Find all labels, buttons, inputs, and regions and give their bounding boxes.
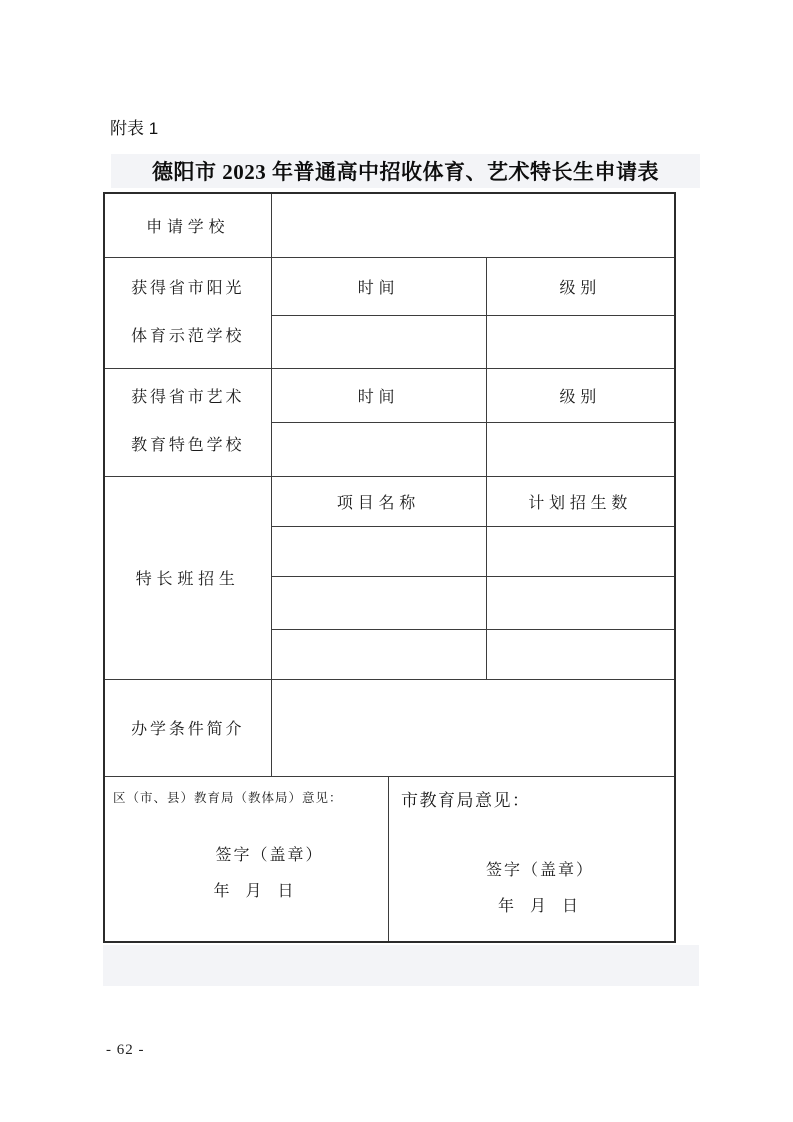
sunshine-label-line1: 获得省市阳光 [131, 279, 245, 297]
city-opinion-label: 市教育局意见： [401, 790, 531, 810]
district-sign-label: 签字（盖章） [215, 846, 324, 864]
highlight-band [103, 945, 699, 986]
sunshine-school-label [104, 257, 271, 368]
opinions-row [104, 776, 675, 942]
opinions-container [105, 777, 674, 941]
art-time-value-cell [271, 422, 486, 476]
application-form-table [103, 192, 676, 943]
sunshine-level-value-cell [486, 315, 675, 368]
sunshine-label-line2: 体育示范学校 [131, 327, 245, 345]
district-opinion-label: 区（市、县）教育局（教体局）意见： [113, 790, 343, 805]
art-level-value-cell [486, 422, 675, 476]
page-number: - 62 - [106, 1042, 145, 1058]
art-school-label [104, 368, 271, 476]
talent-count-cell [486, 576, 675, 629]
art-header-row [104, 368, 675, 422]
talent-header-row [104, 476, 675, 526]
city-sign-label: 签字（盖章） [485, 861, 594, 879]
conditions-value-cell [271, 679, 675, 776]
district-opinion-cell [105, 777, 389, 941]
art-label-line1: 获得省市艺术 [131, 389, 245, 406]
annex-label: 附表 1 [110, 119, 159, 138]
sunshine-time-value-cell [271, 315, 486, 368]
sunshine-level-header: 级别 [486, 257, 675, 315]
talent-project-cell [271, 526, 486, 576]
art-level-header: 级别 [486, 368, 675, 422]
art-time-header: 时间 [271, 368, 486, 422]
talent-project-header: 项目名称 [271, 476, 486, 526]
conditions-label: 办学条件简介 [104, 679, 271, 776]
talent-project-cell [271, 576, 486, 629]
city-opinion-cell [389, 777, 674, 941]
art-label-line2: 教育特色学校 [131, 437, 245, 454]
city-date-label: 年 月 日 [497, 897, 578, 915]
sunshine-time-header: 时间 [271, 257, 486, 315]
conditions-row [104, 679, 675, 776]
talent-count-header: 计划招生数 [486, 476, 675, 526]
form-title: 德阳市 2023 年普通高中招收体育、艺术特长生申请表 [152, 160, 659, 184]
applying-school-label: 申请学校 [104, 193, 271, 257]
district-date-label: 年 月 日 [213, 882, 294, 900]
talent-project-cell [271, 629, 486, 679]
talent-class-label: 特长班招生 [104, 476, 271, 679]
applying-school-row [104, 193, 675, 257]
title-band [111, 154, 700, 188]
talent-count-cell [486, 526, 675, 576]
applying-school-value-cell [271, 193, 675, 257]
talent-count-cell [486, 629, 675, 679]
sunshine-header-row [104, 257, 675, 315]
